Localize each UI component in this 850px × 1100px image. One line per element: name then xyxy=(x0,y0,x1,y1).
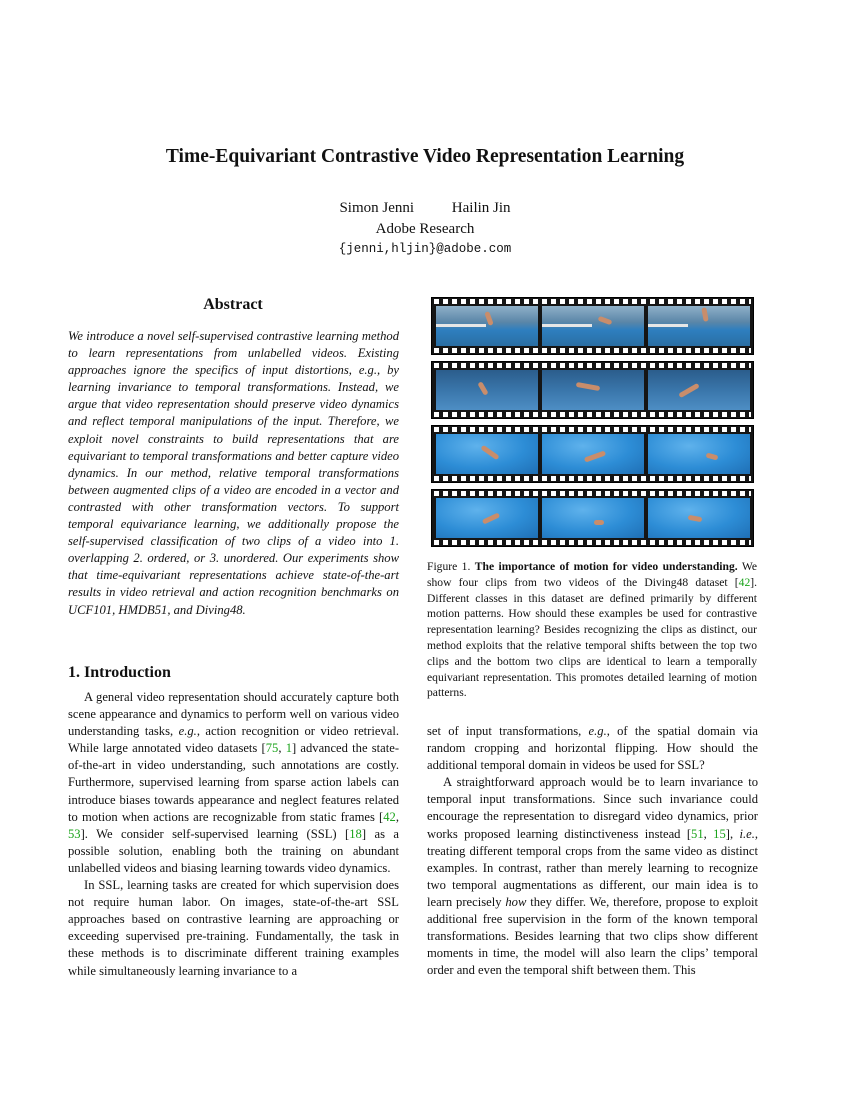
introduction-body xyxy=(68,689,399,980)
figure-1-filmstrips xyxy=(431,297,754,553)
video-frame xyxy=(648,498,750,538)
video-frame xyxy=(542,434,644,474)
filmstrip-clip-3 xyxy=(431,425,754,483)
affiliation: Adobe Research xyxy=(375,221,475,237)
video-frame xyxy=(648,370,750,410)
filmstrip-clip-4 xyxy=(431,489,754,547)
video-frame xyxy=(436,434,538,474)
introduction-heading: 1. Introduction xyxy=(68,664,171,681)
paragraph: set of input transformations, e.g., of the spatial domain via random cropping and horizontal flipping. How should the additional temporal domain in videos be used for SSL? xyxy=(427,724,758,773)
author-name: Simon Jenni xyxy=(339,200,415,216)
paragraph: A general video representation should accurately capture both scene appearance and dynamics to perform well on various video understanding tasks, e.g., action recognition or video retrieval. While large annotated video datasets [75, 1] advanced the state-of-the-art in video understanding, such annotations are costly. Furthermore, supervised learning from sparse action labels can introduce biases towards appearance and neglect features related to motion when actions are recognizable from static frames [42, 53]. We consider self-supervised learning (SSL) [18] as a possible solution, enabling both the training on abundant unlabelled videos and biasing learning towards video dynamics. xyxy=(68,690,400,875)
author-name: Hailin Jin xyxy=(451,200,511,216)
citation-link[interactable]: 53 xyxy=(68,826,81,841)
filmstrip-clip-2 xyxy=(431,361,754,419)
video-frame xyxy=(648,434,750,474)
figure-1-caption: Figure 1. The importance of motion for video understanding. We show four clips from two videos of the Diving48 dataset [42]. Different classes in this dataset are defined primarily by different motion patterns. How should these examples be used for contrastive representation learning? Besides recognizing the clips as distinct, our method exploits that the relative temporal shifts between the top two clips and the bottom two clips are identical to learn a temporally equivariant representation. This promotes detailed learning of motion patterns. xyxy=(427,560,758,700)
video-frame xyxy=(542,498,644,538)
right-column-body xyxy=(427,723,758,979)
video-frame xyxy=(542,306,644,346)
citation-link[interactable]: 15 xyxy=(713,826,726,841)
paragraph: In SSL, learning tasks are created for which supervision does not require human labor. On images, state-of-the-art SSL approaches based on contrastive learning are approaching or exceeding supervised pre-training. Fundamentally, the task in these methods is to discriminate different training examples while simultaneously learning invariance to a xyxy=(68,878,399,978)
citation-link[interactable]: 18 xyxy=(349,826,362,841)
video-frame xyxy=(436,370,538,410)
video-frame xyxy=(542,370,644,410)
email: {jenni,hljin}@adobe.com xyxy=(338,242,512,256)
video-frame xyxy=(436,498,538,538)
video-frame xyxy=(436,306,538,346)
authors xyxy=(0,200,850,217)
filmstrip-clip-1 xyxy=(431,297,754,355)
citation-link[interactable]: 75 xyxy=(265,741,279,756)
citation-link[interactable]: 51 xyxy=(691,826,704,841)
abstract-text: We introduce a novel self-supervised contrastive learning method to learn representations from unlabelled videos. Existing approaches ignore the specifics of input distortions, e.g., by learning invariance to temporal transformations. Instead, we argue that video representation should preserve video dynamics and reflect temporal manipulations of the input. Therefore, we exploit novel constraints to build representations that are equivariant to temporal transformations and better capture video dynamics. In our method, relative temporal transformations between augmented clips of a video are encoded in a vector and contrasted with other transformation vectors. To support temporal equivariance learning, we additionally propose the self-supervised classification of two clips of a video into 1. overlapping 2. ordered, or 3. unordered. Our experiments show that time-equivariant representations achieve state-of-the-art results in video retrieval and action recognition benchmarks on UCF101, HMDB51, and Diving48. xyxy=(68,329,399,617)
citation-link[interactable]: 42 xyxy=(383,809,396,824)
paper-title: Time-Equivariant Contrastive Video Representation Learning xyxy=(165,146,685,167)
citation-link[interactable]: 42 xyxy=(738,575,751,589)
citation-link[interactable]: 1 xyxy=(285,741,292,756)
paragraph: A straightforward approach would be to learn invariance to temporal input transformations. Since such invariance could encourage the representation to disregard video dynamics, prior works proposed learning distinctiveness instead [51, 15], i.e., treating different temporal crops from the same video as distinct examples. In contrast, rather than merely learning to recognize two temporal augmentations as different, our main idea is to learn precisely how they differ. We, therefore, propose to exploit additional free supervision in the form of the known temporal transformations. Besides learning that two clips show different moments in time, the model will also learn the clips’ temporal order and even the temporal shift between them. This xyxy=(427,775,758,978)
video-frame xyxy=(648,306,750,346)
abstract-heading: Abstract xyxy=(203,296,263,313)
